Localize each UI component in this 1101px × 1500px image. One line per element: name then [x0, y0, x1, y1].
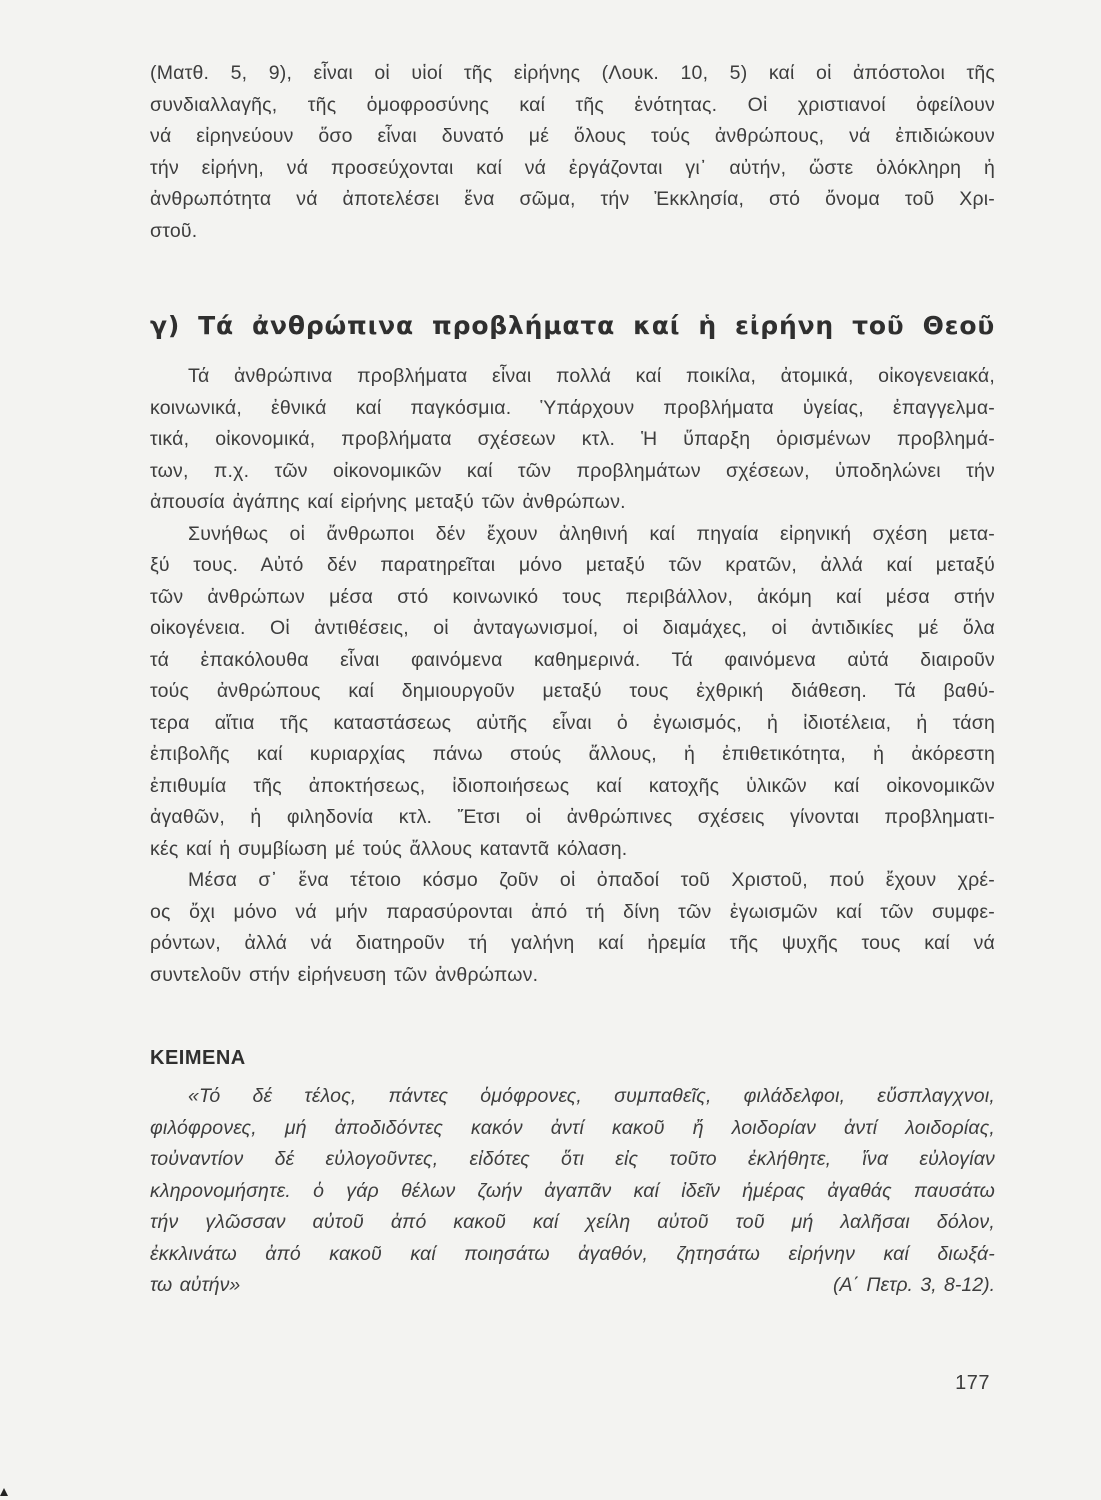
text-line: τούς ἀνθρώπους καί δημιουργοῦν μεταξύ τους ἐχθρική διάθεση. Τά βαθύ- — [150, 680, 995, 702]
quote-line: ἐκκλινάτω ἀπό κακοῦ καί ποιησάτω ἀγαθόν, ζητησάτω εἰρήνην καί διωξά- — [150, 1242, 995, 1265]
quote-line: τοὐναντίον δέ εὐλογοῦντες, εἰδότες ὅτι εἰς τοῦτο ἐκλήθητε, ἵνα εὐλογίαν — [150, 1148, 995, 1170]
quote-line: «Τό δέ τέλος, πάντες ὁμόφρονες, συμπαθεῖς, φιλάδελφοι, εὔσπλαγχνοι, — [188, 1085, 995, 1107]
quote-last-line — [150, 1270, 995, 1302]
paragraph-2 — [150, 519, 995, 866]
quote-line: κληρονομήσητε. ὁ γάρ θέλων ζωήν ἀγαπᾶν καί ἰδεῖν ἡμέρας ἀγαθάς παυσάτω — [150, 1179, 995, 1202]
text-line: συντελοῦν στήν εἰρήνευση τῶν ἀνθρώπων. — [150, 963, 539, 986]
text-line: τήν εἰρήνη, νά προσεύχονται καί νά ἐργάζονται γι᾿ αὐτήν, ὥστε ὁλόκληρη ἡ — [150, 156, 995, 179]
page-content — [150, 58, 995, 1302]
text-line: ἐπιθυμία τῆς ἀποκτήσεως, ἰδιοποιήσεως καί κατοχῆς ὑλικῶν καί οἰκονομικῶν — [150, 774, 995, 797]
text-line: (Ματθ. 5, 9), εἶναι οἱ υἱοί τῆς εἰρήνης (Λουκ. 10, 5) καί οἱ ἀπόστολοι τῆς — [150, 62, 995, 84]
section-heading: γ) Τά ἀνθρώπινα προβλήματα καί ἡ εἰρήνη τοῦ Θεοῦ — [150, 311, 995, 340]
scan-corner-mark — [0, 1488, 8, 1496]
paragraph-1 — [150, 361, 995, 519]
text-line: οἰκογένεια. Οἱ ἀντιθέσεις, οἱ ἀνταγωνισμοί, οἱ διαμάχες, οἱ ἀντιδικίες μέ ὅλα — [150, 617, 995, 639]
quote-citation: (Α΄ Πετρ. 3, 8-12). — [832, 1274, 995, 1296]
text-line: στοῦ. — [150, 219, 198, 242]
intro-paragraph — [150, 58, 995, 247]
text-line: κοινωνικά, ἐθνικά καί παγκόσμια. Ὑπάρχουν προβλήματα ὑγείας, ἐπαγγελμα- — [150, 396, 995, 419]
text-line: τικά, οἰκονομικά, προβλήματα σχέσεων κτλ. Ἡ ὕπαρξη ὁρισμένων προβλημά- — [150, 428, 995, 450]
text-line: ἀπουσία ἀγάπης καί εἰρήνης μεταξύ τῶν ἀνθρώπων. — [150, 491, 626, 513]
text-line: Τά ἀνθρώπινα προβλήματα εἶναι πολλά καί ποικίλα, ἀτομικά, οἰκογενειακά, — [188, 365, 995, 387]
text-line: κές καί ἡ συμβίωση μέ τούς ἄλλους καταντᾶ κόλαση. — [150, 837, 628, 860]
text-line: ος ὄχι μόνο νά μήν παρασύρονται ἀπό τή δίνη τῶν ἐγωισμῶν καί τῶν συμφε- — [150, 900, 995, 923]
text-line: τά ἐπακόλουθα εἶναι φαινόμενα καθημερινά. Τά φαινόμενα αὐτά διαιροῦν — [150, 648, 995, 671]
paragraph-3 — [150, 865, 995, 991]
text-line: τερα αἴτια τῆς καταστάσεως αὐτῆς εἶναι ὁ ἐγωισμός, ἡ ἰδιοτέλεια, ἡ τάση — [150, 711, 995, 734]
text-line: ξύ τους. Αὐτό δέν παρατηρεῖται μόνο μεταξύ τῶν κρατῶν, ἀλλά καί μεταξύ — [150, 554, 995, 576]
text-line: συνδιαλλαγῆς, τῆς ὁμοφροσύνης καί τῆς ἑνότητας. Οἱ χριστιανοί ὀφείλουν — [150, 93, 995, 116]
quote-line: τω αὐτήν» — [150, 1274, 241, 1296]
text-line: Συνήθως οἱ ἄνθρωποι δέν ἔχουν ἀληθινή καί πηγαία εἰρηνική σχέση μετα- — [188, 522, 995, 545]
quote-line: φιλόφρονες, μή ἀποδιδόντες κακόν ἀντί κακοῦ ἤ λοιδορίαν ἀντί λοιδορίας, — [150, 1116, 995, 1139]
texts-heading: ΚΕΙΜΕΝΑ — [150, 1047, 246, 1069]
text-line: τῶν ἀνθρώπων μέσα στό κοινωνικό τους περιβάλλον, ἀκόμη καί μέσα στήν — [150, 585, 995, 608]
text-line: των, π.χ. τῶν οἰκονομικῶν καί τῶν προβλημάτων σχέσεων, ὑποδηλώνει τήν — [150, 459, 995, 482]
quote-line: τήν γλῶσσαν αὐτοῦ ἀπό κακοῦ καί χείλη αὐτοῦ τοῦ μή λαλῆσαι δόλον, — [150, 1211, 995, 1233]
text-line: ἐπιβολῆς καί κυριαρχίας πάνω στούς ἄλλους, ἡ ἐπιθετικότητα, ἡ ἀκόρεστη — [150, 743, 995, 765]
page-number: 177 — [955, 1372, 990, 1394]
scripture-quote — [150, 1081, 995, 1302]
text-line: ἀγαθῶν, ἡ φιληδονία κτλ. Ἔτσι οἱ ἀνθρώπινες σχέσεις γίνονται προβληματι- — [150, 806, 995, 828]
text-line: ρόντων, ἀλλά νά διατηροῦν τή γαλήνη καί ἠρεμία τῆς ψυχῆς τους καί νά — [150, 932, 995, 954]
text-line: Μέσα σ᾿ ἕνα τέτοιο κόσμο ζοῦν οἱ ὀπαδοί τοῦ Χριστοῦ, πού ἔχουν χρέ- — [188, 869, 995, 891]
text-line: νά εἰρηνεύουν ὅσο εἶναι δυνατό μέ ὅλους τούς ἀνθρώπους, νά ἐπιδιώκουν — [150, 125, 995, 147]
text-line: ἀνθρωπότητα νά ἀποτελέσει ἕνα σῶμα, τήν Ἐκκλησία, στό ὄνομα τοῦ Χρι- — [150, 188, 995, 210]
